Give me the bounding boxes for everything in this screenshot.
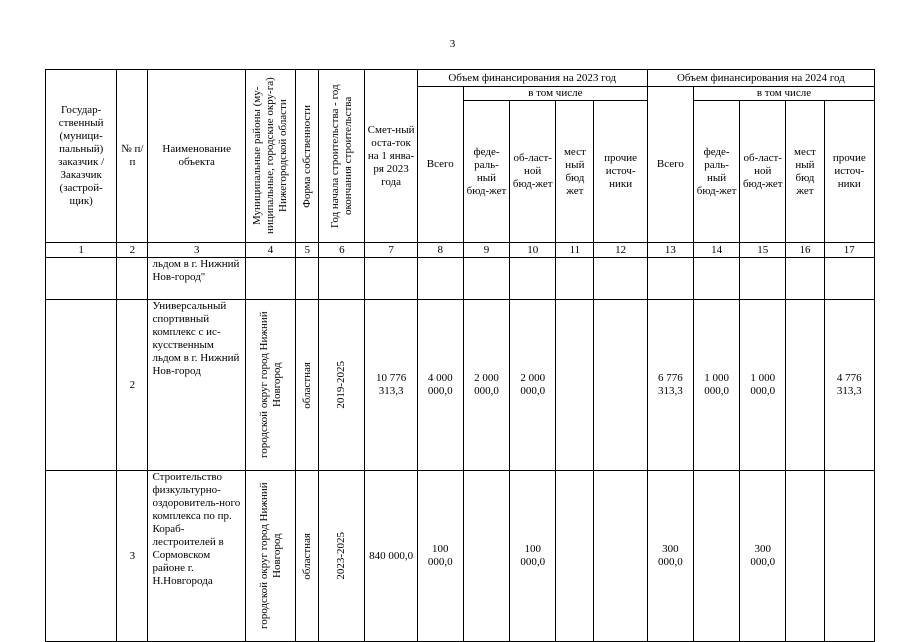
cell-years: 2023-2025	[319, 471, 365, 642]
column-number: 1	[46, 243, 117, 258]
header-including-2023: в том числе	[463, 87, 647, 101]
column-number: 17	[824, 243, 874, 258]
cell-federal-2023	[463, 258, 509, 300]
header-total-2023: Всего	[417, 87, 463, 243]
cell-other-2023	[594, 471, 647, 642]
cell-ownership	[296, 258, 319, 300]
cell-years: 2019-2025	[319, 300, 365, 471]
cell-estimate	[365, 258, 417, 300]
header-construction-years: Год начала строительства - год окончания строительства	[319, 70, 365, 243]
column-number: 12	[594, 243, 647, 258]
cell-regional-2024	[740, 258, 786, 300]
column-number: 15	[740, 243, 786, 258]
cell-customer	[46, 258, 117, 300]
table-row	[46, 300, 875, 471]
header-other-2023: прочие источ-ники	[594, 101, 647, 243]
header-customer: Государ-ственный (муници-пальный) заказчик / Заказчик (застрой-щик)	[46, 70, 117, 243]
page-number: 3	[449, 38, 456, 50]
column-number: 8	[417, 243, 463, 258]
cell-estimate: 10 776 313,3	[365, 300, 417, 471]
cell-other-2023	[594, 258, 647, 300]
column-number-row	[46, 243, 875, 258]
cell-number: 2	[117, 300, 148, 471]
cell-local-2024	[786, 471, 824, 642]
header-group-2024: Объем финансирования на 2024 год	[647, 70, 874, 87]
header-federal-2024: феде-раль-ный бюд-жет	[693, 101, 739, 243]
cell-regional-2023: 2 000 000,0	[510, 300, 556, 471]
cell-district: городской округ город Нижний Новгород	[245, 471, 295, 642]
table-row	[46, 471, 875, 642]
cell-total-2024: 300 000,0	[647, 471, 693, 642]
cell-district: городской округ город Нижний Новгород	[245, 300, 295, 471]
header-district: Муниципальные районы (му-ниципальные, городские окру-га) Нижегородской области	[245, 70, 295, 243]
column-number: 9	[463, 243, 509, 258]
header-regional-2023: об-ласт-ной бюд-жет	[510, 101, 556, 243]
cell-local-2023	[556, 258, 594, 300]
column-number: 4	[245, 243, 295, 258]
header-ownership: Форма собственности	[296, 70, 319, 243]
cell-customer	[46, 471, 117, 642]
cell-federal-2024	[693, 471, 739, 642]
header-estimate-balance: Смет-ный оста-ток на 1 янва-ря 2023 года	[365, 70, 417, 243]
cell-regional-2024: 1 000 000,0	[740, 300, 786, 471]
cell-number	[117, 258, 148, 300]
cell-other-2024: 4 776 313,3	[824, 300, 874, 471]
cell-total-2024: 6 776 313,3	[647, 300, 693, 471]
header-total-2024: Всего	[647, 87, 693, 243]
column-number: 2	[117, 243, 148, 258]
column-number: 13	[647, 243, 693, 258]
table-row	[46, 258, 875, 300]
cell-federal-2023	[463, 471, 509, 642]
cell-total-2023	[417, 258, 463, 300]
cell-object-name: льдом в г. Нижний Нов-город"	[148, 258, 245, 300]
header-other-2024: прочие источ-ники	[824, 101, 874, 243]
cell-regional-2023: 100 000,0	[510, 471, 556, 642]
header-local-2023: мест ный бюд жет	[556, 101, 594, 243]
cell-local-2023	[556, 471, 594, 642]
cell-customer	[46, 300, 117, 471]
cell-local-2023	[556, 300, 594, 471]
column-number: 14	[693, 243, 739, 258]
cell-object-name: Универсальный спортивный комплекс с ис-кусственным льдом в г. Нижний Нов-город	[148, 300, 245, 471]
column-number: 7	[365, 243, 417, 258]
cell-total-2023: 4 000 000,0	[417, 300, 463, 471]
cell-federal-2023: 2 000 000,0	[463, 300, 509, 471]
cell-regional-2024: 300 000,0	[740, 471, 786, 642]
cell-local-2024	[786, 258, 824, 300]
cell-other-2024	[824, 471, 874, 642]
header-regional-2024: об-ласт-ной бюд-жет	[740, 101, 786, 243]
column-number: 10	[510, 243, 556, 258]
column-number: 11	[556, 243, 594, 258]
cell-federal-2024	[693, 258, 739, 300]
cell-number: 3	[117, 471, 148, 642]
cell-local-2024	[786, 300, 824, 471]
cell-total-2024	[647, 258, 693, 300]
header-including-2024: в том числе	[693, 87, 874, 101]
column-number: 5	[296, 243, 319, 258]
header-group-2023: Объем финансирования на 2023 год	[417, 70, 647, 87]
cell-ownership: областная	[296, 300, 319, 471]
column-number: 6	[319, 243, 365, 258]
cell-total-2023: 100 000,0	[417, 471, 463, 642]
header-number: № п/п	[117, 70, 148, 243]
header-federal-2023: феде-раль-ный бюд-жет	[463, 101, 509, 243]
column-number: 3	[148, 243, 245, 258]
header-object-name: Наименование объекта	[148, 70, 245, 243]
column-number: 16	[786, 243, 824, 258]
cell-federal-2024: 1 000 000,0	[693, 300, 739, 471]
cell-object-name: Строительство физкультурно-оздоровитель-ного комплекса по пр. Кораб-лестроителей в Сормовском районе г. Н.Новгорода	[148, 471, 245, 642]
cell-regional-2023	[510, 258, 556, 300]
cell-ownership: областная	[296, 471, 319, 642]
cell-estimate: 840 000,0	[365, 471, 417, 642]
cell-district	[245, 258, 295, 300]
cell-other-2023	[594, 300, 647, 471]
cell-years	[319, 258, 365, 300]
cell-other-2024	[824, 258, 874, 300]
header-local-2024: мест ный бюд жет	[786, 101, 824, 243]
financing-table	[45, 69, 875, 642]
